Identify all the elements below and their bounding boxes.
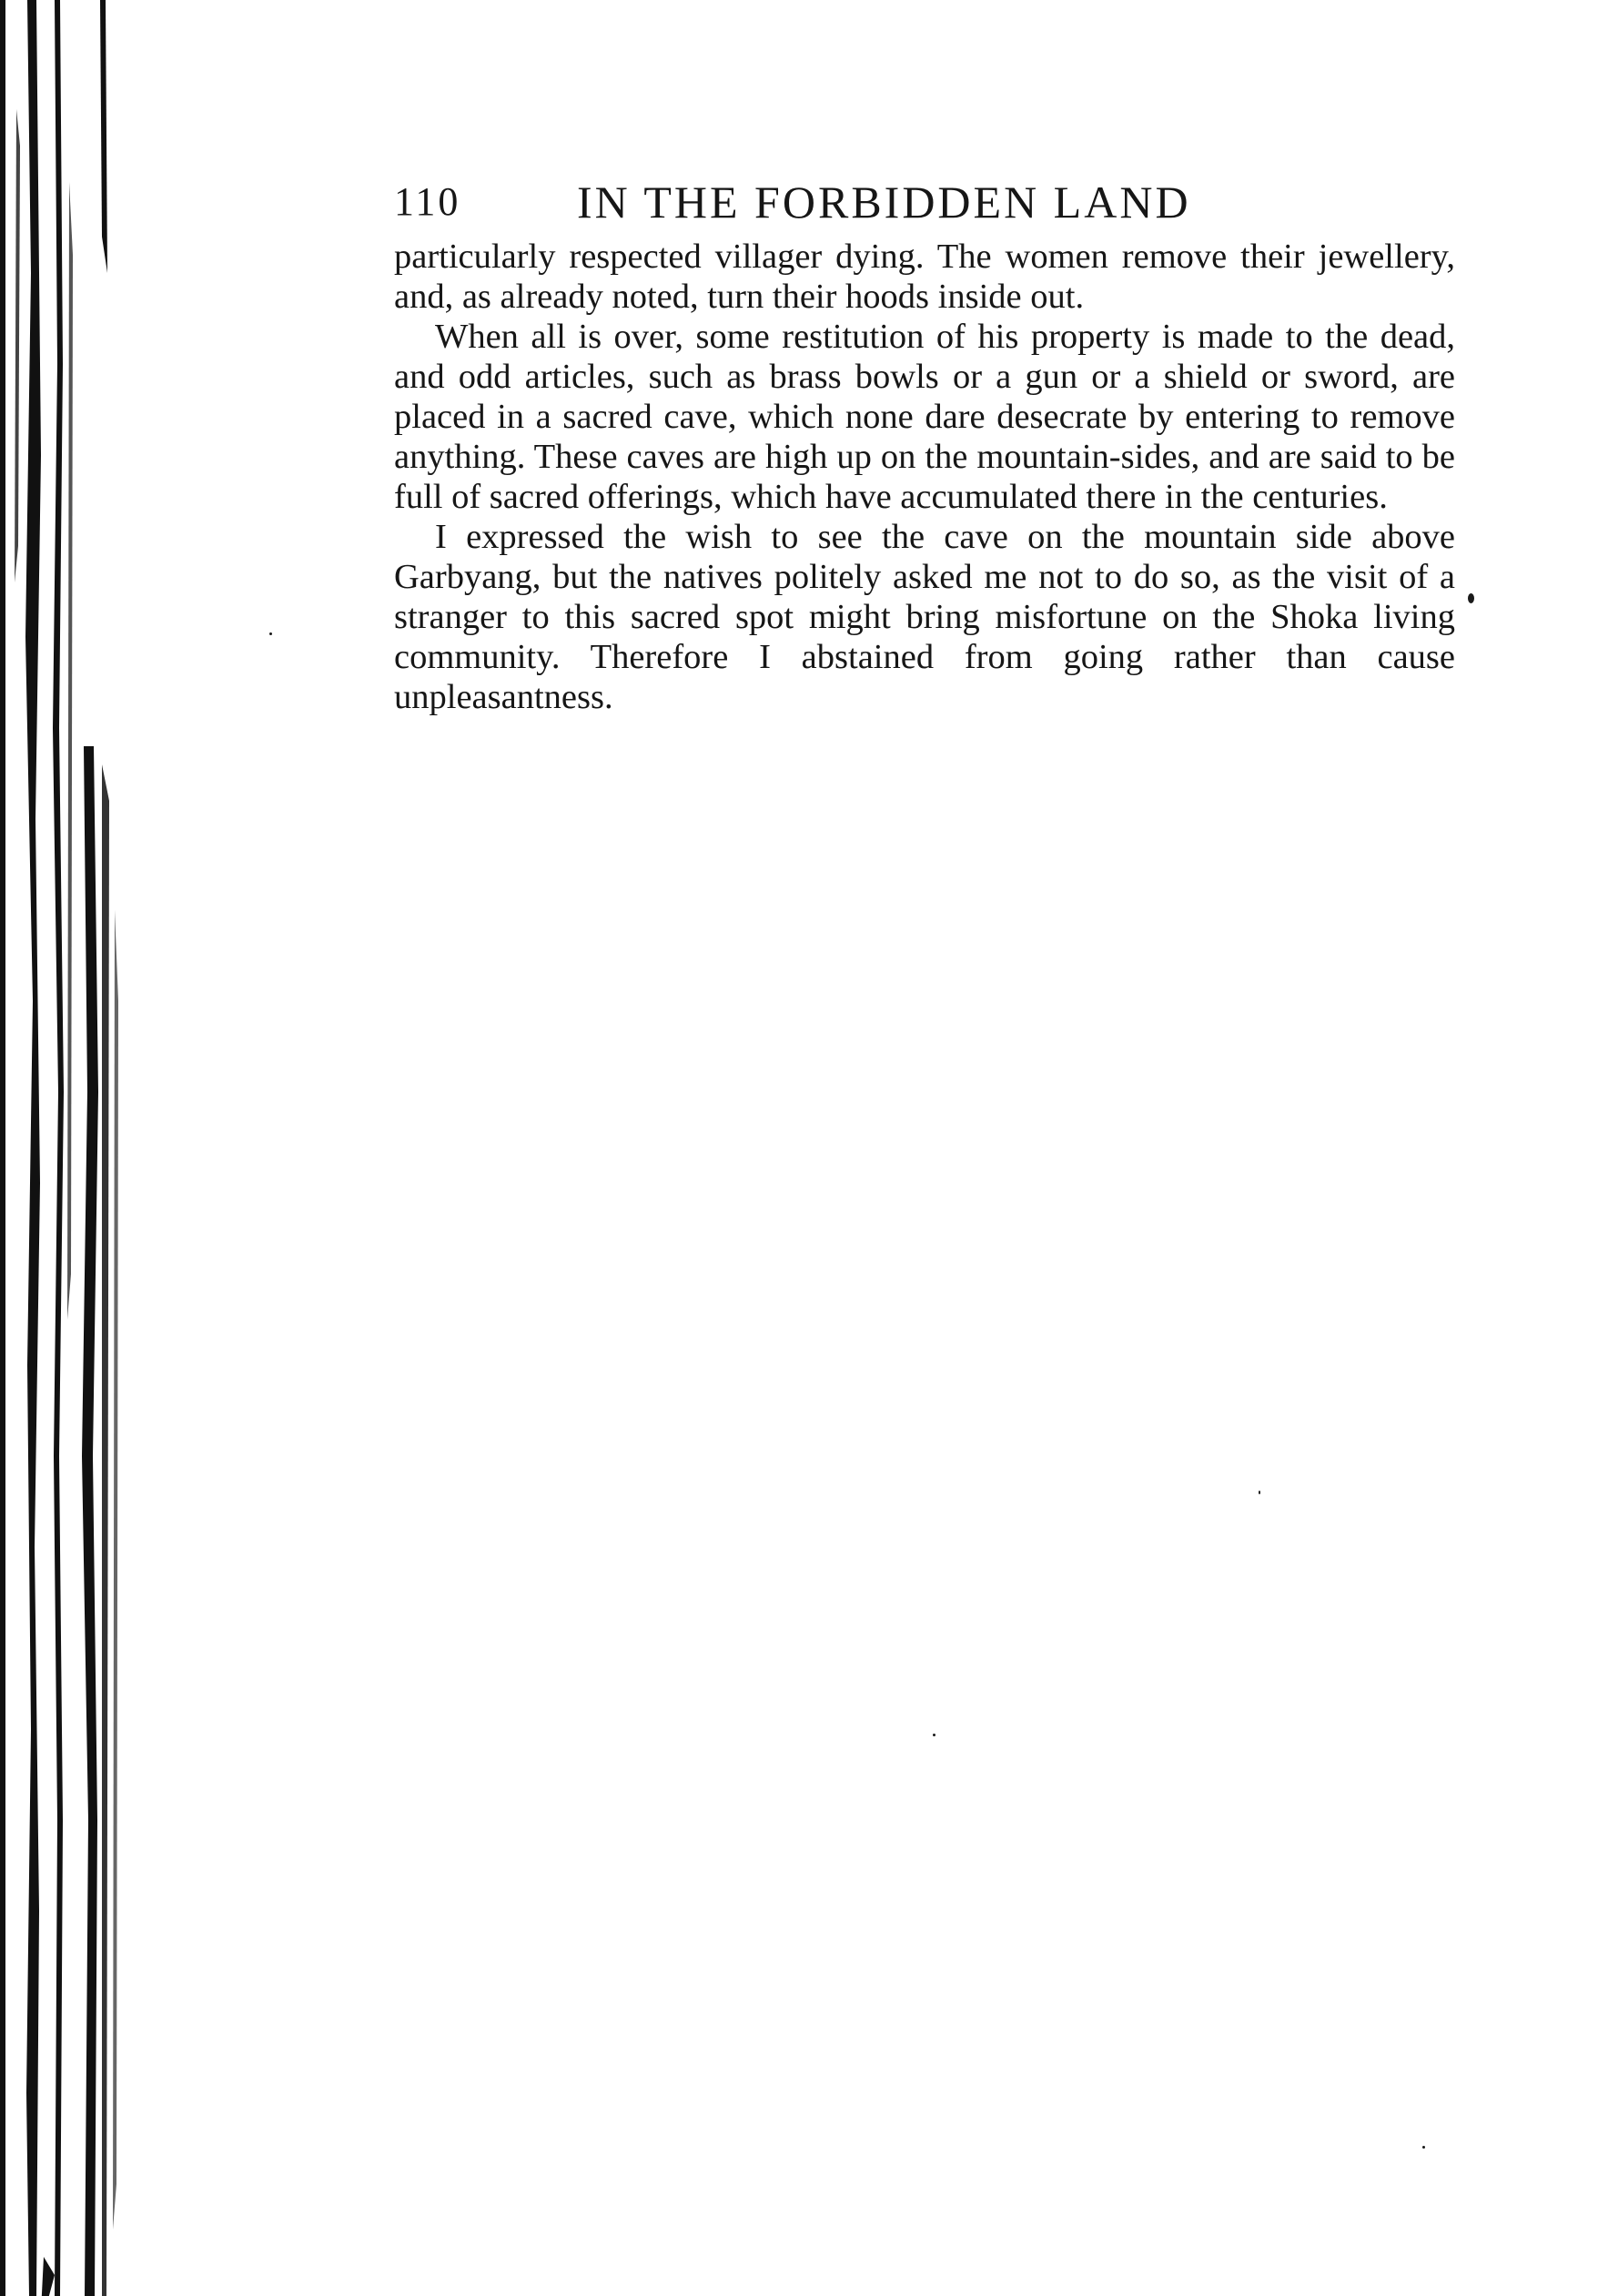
ink-speck	[1468, 593, 1474, 603]
ink-speck	[269, 632, 272, 635]
ink-speck	[1259, 1491, 1260, 1494]
binding-edge-shadow	[0, 0, 127, 2296]
ink-speck	[1422, 2146, 1425, 2149]
ink-speck	[933, 1734, 935, 1736]
paragraph-continued: particularly respected villager dying. The women remove their jewellery, and, as already noted, turn their hoods inside out.	[394, 238, 1455, 316]
page-number: 110	[394, 179, 461, 224]
paragraph: I expressed the wish to see the cave on the mountain side above Garbyang, but the natives politely asked me not to do so, as the visit of a stranger to this sacred spot might bring misfortune on the Shoka living community. Therefore I abstained from going rather than cause unpleasantness.	[394, 518, 1455, 716]
paragraph: When all is over, some restitution of his property is made to the dead, and odd articles, such as brass bowls or a gun or a shield or sword, are placed in a sacred cave, which none dare desecrate by entering to remove anything. These caves are high up on the mountain-sides, and are said to be full of sacred offerings, which have accumulated there in the centuries.	[394, 318, 1455, 516]
body-text	[394, 237, 1455, 717]
book-title-header: IN THE FORBIDDEN LAND	[577, 177, 1191, 228]
running-head	[394, 173, 1455, 231]
book-page	[394, 173, 1455, 717]
